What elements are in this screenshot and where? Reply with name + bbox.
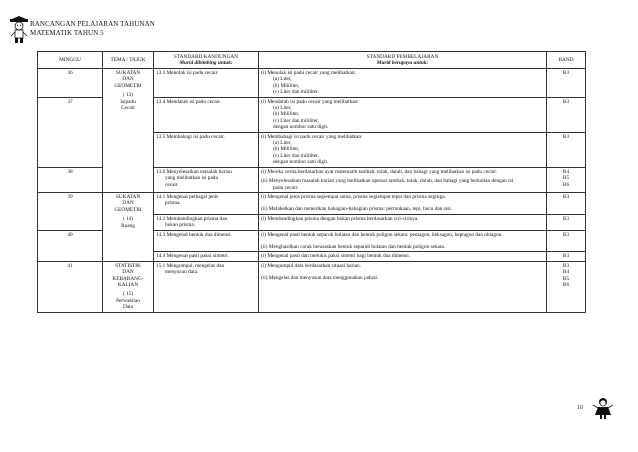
band-cell: B3: [547, 252, 586, 261]
sk-cell: 14.3 Mengenal bentuk dua dimensi.: [154, 230, 259, 252]
sk-cell: 14.4 Mengenal pasti paksi simetri.: [154, 252, 259, 261]
table-row: [38, 69, 586, 98]
col-minggu: MINGGU: [38, 52, 103, 69]
col-sk: STANDARD KANDUNGAN Murid dibimbing untuk:: [154, 52, 259, 69]
sp-cell: (i) Mengenal jenis prisma segiempat sama, prisma segiempat tepat dan prisma segitiga. (ii) Melabelkan dan menerikan bahagian-bahagian prisma: permukaan, tepi, bucu dan sisi.: [259, 192, 547, 214]
sk-cell: 13.4 Mendarab isi padu cecair.: [154, 97, 259, 132]
sp-cell: (i) Mereka cerita berdasarkan ayat matematik tambah, tolak, darab, dan bahagi yang melibatkan isi padu cecair. (ii) Menyelesaikan masalah harian yang melibatkan operasi tambah, tolak, darab, dan bahagi yang berkaitan dengan isi padu cecair.: [259, 167, 547, 192]
band-cell: B3: [547, 69, 586, 98]
week-cell: 41: [38, 261, 103, 312]
week-cell: 40: [38, 230, 103, 261]
sk-cell: 15.1 Mengumpul, mengelas dan menyusun data.: [154, 261, 259, 312]
col-sp: STANDARD PEMBELAJARAN Murid berupaya untuk:: [259, 52, 547, 69]
page-number: 10: [577, 405, 583, 411]
band-cell: B3: [547, 214, 586, 230]
table-row: [38, 192, 586, 214]
sk-cell: 13.3 Menolak isi padu cecair.: [154, 69, 259, 98]
sp-cell: (i) Mendarab isi padu cecair yang melibatkan: (a) Liter, (b) Mililiter, (c) Liter dan mililiter, dengan nombor satu digit.: [259, 97, 547, 132]
sp-cell: (i) Mengenal pasti bentuk separuh bulatan dan bentuk poligon sekata: pentagon, heksagon, heptagon dan oktagon. (ii) Menghasilkan corak berasaskan bentuk separuh bulatan dan bentuk poligon sekata.: [259, 230, 547, 252]
band-cell: B3: [547, 192, 586, 214]
week-cell: 39: [38, 192, 103, 230]
sp-cell: (i) Membandingkan prisma dengan bukan prisma berdasarkan ciri-cirinya.: [259, 214, 547, 230]
band-cell: B3: [547, 230, 586, 252]
sp-cell: (i) Membahagi isi padu cecair yang melibatkan: (a) Liter, (b) Mililiter, (c) Liter dan mililiter, dengan nombor satu digit.: [259, 132, 547, 167]
sp-cell: (i) Mengumpul data berdasarkan situasi harian. (ii) Mengelas dan menyusun data menggunakan jadual.: [259, 261, 547, 312]
band-cell: B4 B5 B6: [547, 167, 586, 192]
student-figure-icon: [8, 16, 30, 44]
sk-cell: 14.2 Membandingkan prisma dan bukan prisma.: [154, 214, 259, 230]
col-tema: TEMA / TAJUK: [103, 52, 154, 69]
sk-cell: 13.5 Membahagi isi padu cecair.: [154, 132, 259, 167]
girl-figure-icon: [590, 396, 616, 420]
header-title: RANCANGAN PELAJARAN TAHUNAN: [30, 20, 155, 28]
table-row: [38, 261, 586, 312]
band-cell: B3 B4 B5 B6: [547, 261, 586, 312]
week-cell: 36: [38, 69, 103, 98]
table-header-row: [38, 52, 586, 69]
theme-cell: STATISTIK DAN KEBARANG- KALIAN ( 15) Perwakilan Data: [103, 261, 154, 312]
band-cell: B3: [547, 132, 586, 167]
theme-cell: [103, 167, 154, 192]
band-cell: B3: [547, 97, 586, 132]
table-row: [38, 167, 586, 192]
lesson-plan-table: [37, 51, 586, 313]
sp-cell: (i) Menolak isi padu cecair yang melibatkan: (a) Liter, (b) Mililiter, (c) Liter dan mililiter.: [259, 69, 547, 98]
theme-cell: SUKATAN DAN GEOMETRI ( 14) Ruang: [103, 192, 154, 261]
sp-cell: (i) Mengenal pasti dan melukis paksi simetri bagi bentuk dua dimensi.: [259, 252, 547, 261]
sk-cell: 14.1 Mengenal pelbagai jenis prisma.: [154, 192, 259, 214]
sk-cell: 13.6 Menyelesaikan masalah harian yang melibatkan isi padu cecair.: [154, 167, 259, 192]
theme-cell: SUKATAN DAN GEOMETRI ( 13) Isipadu Cecair: [103, 69, 154, 168]
header-subtitle: MATEMATIK TAHUN 5: [30, 29, 104, 37]
week-cell: 38: [38, 167, 103, 192]
week-cell: 37: [38, 97, 103, 167]
col-band: BAND: [547, 52, 586, 69]
